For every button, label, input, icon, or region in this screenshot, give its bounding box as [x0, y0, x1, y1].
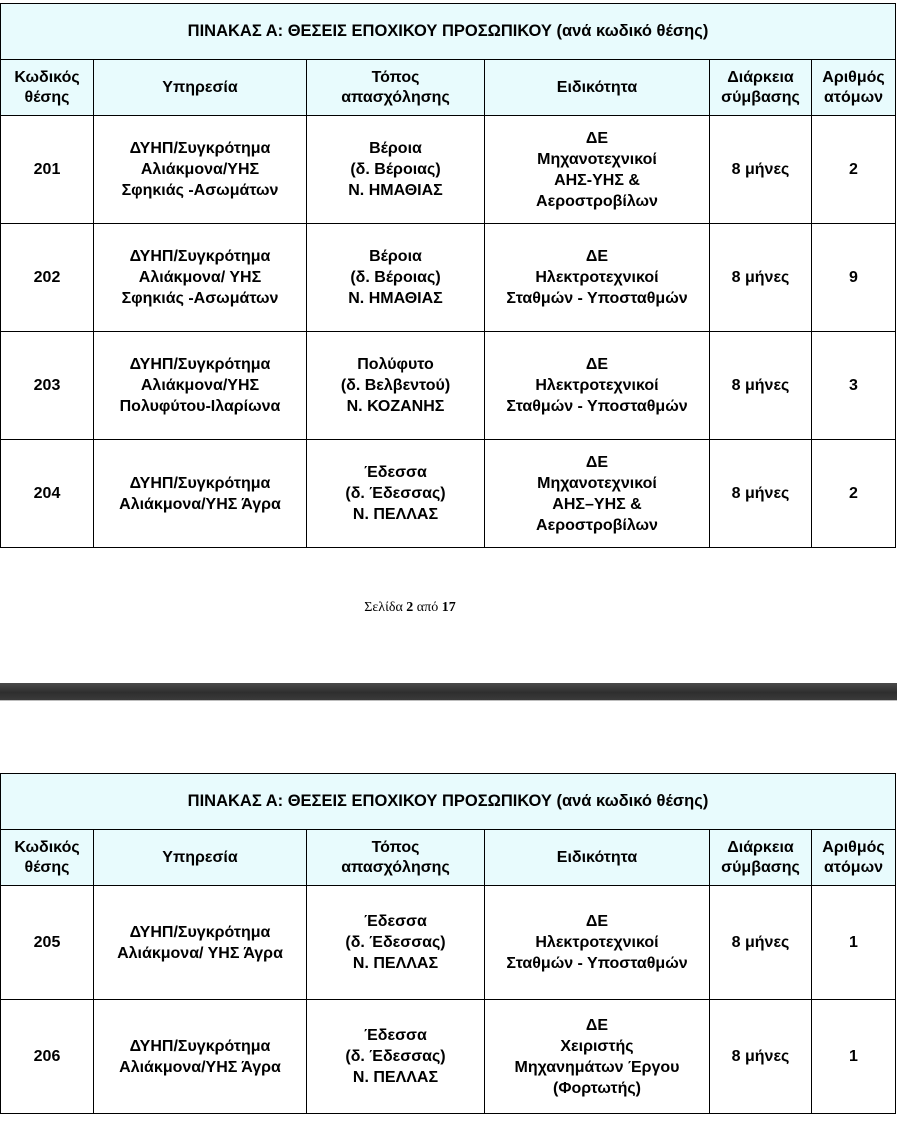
cell-location: Βέροια (δ. Βέροιας) Ν. ΗΜΑΘΙΑΣ [307, 224, 485, 332]
cell-count: 1 [812, 886, 896, 1000]
header-service: Υπηρεσία [94, 60, 307, 116]
table-row [1, 440, 896, 548]
header-duration: Διάρκεια σύμβασης [710, 60, 812, 116]
cell-specialty: ΔΕ Μηχανοτεχνικοί ΑΗΣ–ΥΗΣ & Αεροστροβίλων [485, 440, 710, 548]
cell-code: 202 [1, 224, 94, 332]
cell-service: ΔΥΗΠ/Συγκρότημα Αλιάκμονα/ ΥΗΣ Άγρα [94, 886, 307, 1000]
cell-count: 2 [812, 440, 896, 548]
cell-specialty: ΔΕ Χειριστής Μηχανημάτων Έργου (Φορτωτής) [485, 1000, 710, 1114]
page-footer [0, 600, 820, 616]
header-code: Κωδικός θέσης [1, 830, 94, 886]
cell-service: ΔΥΗΠ/Συγκρότημα Αλιάκμονα/ ΥΗΣ Σφηκιάς -Ασωμάτων [94, 224, 307, 332]
cell-service: ΔΥΗΠ/Συγκρότημα Αλιάκμονα/ΥΗΣ Σφηκιάς -Ασωμάτων [94, 116, 307, 224]
header-count: Αριθμός ατόμων [812, 830, 896, 886]
cell-service: ΔΥΗΠ/Συγκρότημα Αλιάκμονα/ΥΗΣ Άγρα [94, 1000, 307, 1114]
cell-location: Πολύφυτο (δ. Βελβεντού) Ν. ΚΟΖΑΝΗΣ [307, 332, 485, 440]
table-header-row [1, 830, 896, 886]
header-location: Τόπος απασχόλησης [307, 60, 485, 116]
header-count: Αριθμός ατόμων [812, 60, 896, 116]
cell-duration: 8 μήνες [710, 1000, 812, 1114]
table-header-row [1, 60, 896, 116]
cell-duration: 8 μήνες [710, 332, 812, 440]
table-row [1, 332, 896, 440]
table-row [1, 1000, 896, 1114]
cell-code: 204 [1, 440, 94, 548]
cell-specialty: ΔΕ Μηχανοτεχνικοί ΑΗΣ-ΥΗΣ & Αεροστροβίλων [485, 116, 710, 224]
cell-service: ΔΥΗΠ/Συγκρότημα Αλιάκμονα/ΥΗΣ Πολυφύτου-Ιλαρίωνα [94, 332, 307, 440]
cell-duration: 8 μήνες [710, 224, 812, 332]
header-service: Υπηρεσία [94, 830, 307, 886]
header-specialty: Ειδικότητα [485, 60, 710, 116]
cell-code: 206 [1, 1000, 94, 1114]
cell-code: 201 [1, 116, 94, 224]
positions-table-page-2 [0, 3, 896, 548]
cell-location: Έδεσσα (δ. Έδεσσας) Ν. ΠΕΛΛΑΣ [307, 440, 485, 548]
footer-total-pages: 17 [441, 600, 456, 615]
footer-prefix: Σελίδα [364, 600, 403, 615]
cell-specialty: ΔΕ Ηλεκτροτεχνικοί Σταθμών - Υποσταθμών [485, 332, 710, 440]
cell-duration: 8 μήνες [710, 116, 812, 224]
cell-specialty: ΔΕ Ηλεκτροτεχνικοί Σταθμών - Υποσταθμών [485, 224, 710, 332]
table-row [1, 116, 896, 224]
positions-table-page-3 [0, 773, 896, 1114]
table-row [1, 886, 896, 1000]
header-code: Κωδικός θέσης [1, 60, 94, 116]
table-title: ΠΙΝΑΚΑΣ Α: ΘΕΣΕΙΣ ΕΠΟΧΙΚΟΥ ΠΡΟΣΩΠΙΚΟΥ (ανά κωδικό θέσης) [1, 774, 896, 830]
header-specialty: Ειδικότητα [485, 830, 710, 886]
header-location: Τόπος απασχόλησης [307, 830, 485, 886]
cell-code: 203 [1, 332, 94, 440]
page-separator [0, 683, 897, 700]
cell-location: Έδεσσα (δ. Έδεσσας) Ν. ΠΕΛΛΑΣ [307, 1000, 485, 1114]
cell-count: 2 [812, 116, 896, 224]
table-title: ΠΙΝΑΚΑΣ Α: ΘΕΣΕΙΣ ΕΠΟΧΙΚΟΥ ΠΡΟΣΩΠΙΚΟΥ (ανά κωδικό θέσης) [1, 4, 896, 60]
table-row [1, 224, 896, 332]
page-separator-edge [0, 700, 897, 701]
cell-location: Βέροια (δ. Βέροιας) Ν. ΗΜΑΘΙΑΣ [307, 116, 485, 224]
cell-code: 205 [1, 886, 94, 1000]
cell-duration: 8 μήνες [710, 440, 812, 548]
cell-count: 9 [812, 224, 896, 332]
footer-page-number: 2 [406, 600, 414, 615]
cell-count: 1 [812, 1000, 896, 1114]
cell-service: ΔΥΗΠ/Συγκρότημα Αλιάκμονα/ΥΗΣ Άγρα [94, 440, 307, 548]
cell-duration: 8 μήνες [710, 886, 812, 1000]
footer-middle: από [416, 600, 439, 615]
cell-count: 3 [812, 332, 896, 440]
cell-specialty: ΔΕ Ηλεκτροτεχνικοί Σταθμών - Υποσταθμών [485, 886, 710, 1000]
header-duration: Διάρκεια σύμβασης [710, 830, 812, 886]
cell-location: Έδεσσα (δ. Έδεσσας) Ν. ΠΕΛΛΑΣ [307, 886, 485, 1000]
